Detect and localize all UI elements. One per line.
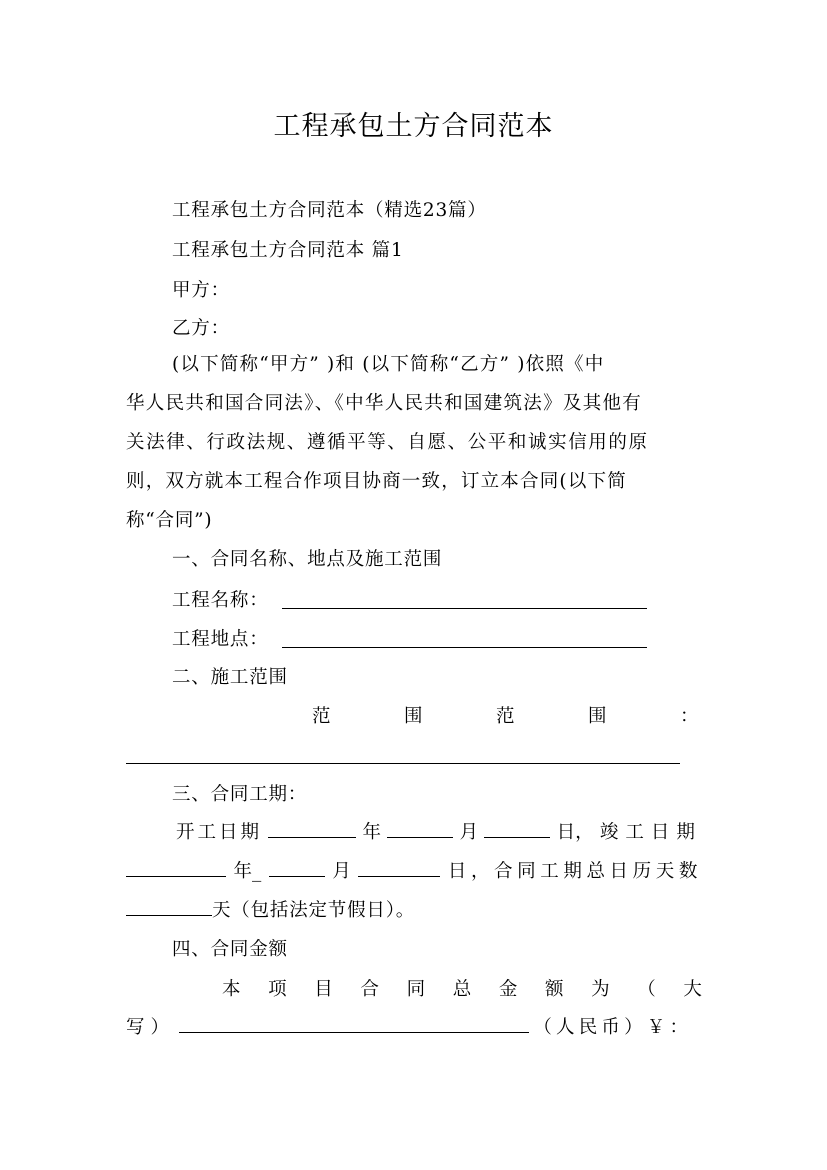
amount-char: 为 — [591, 979, 610, 1000]
day-text: 日， — [556, 822, 594, 843]
end-year-blank — [126, 875, 226, 877]
section4-heading: 四、合同金额 — [172, 939, 288, 960]
year-text: 年_ — [233, 861, 262, 882]
schedule-line-1 — [176, 824, 702, 843]
amount-char: 目 — [314, 979, 333, 1000]
amount-char: 大 — [683, 979, 702, 1000]
amount-char: （ — [533, 1017, 552, 1038]
amount-line-1 — [222, 981, 702, 1000]
section3-heading: 三、合同工期： — [172, 784, 308, 805]
section1-heading: 一、合同名称、地点及施工范围 — [172, 549, 443, 570]
end-day-blank — [358, 875, 440, 877]
intro-line: 称“合同”) — [126, 510, 213, 531]
amount-char: ： — [669, 1017, 688, 1038]
intro-line: 华人民共和国合同法》、《中华人民共和国建筑法》及其他有 — [126, 393, 643, 414]
project-site-label: 工程地点： — [172, 629, 269, 650]
amount-char: 人 — [556, 1017, 575, 1038]
month-text: 月 — [332, 861, 351, 882]
scope-blank — [126, 763, 680, 764]
amount-char: 币 — [601, 1017, 620, 1038]
scope-char: ： — [680, 706, 700, 727]
intro-line: 关法律、行政法规、遵循平等、自愿、公平和诚实信用的原 — [126, 432, 649, 453]
scope-char: 围 — [588, 706, 608, 727]
amount-char: （ — [637, 979, 656, 1000]
total-days-blank — [126, 914, 212, 916]
scope-char: 围 — [404, 706, 424, 727]
schedule-line-2 — [126, 863, 702, 882]
start-day-blank — [484, 836, 550, 838]
amount-char: 金 — [498, 979, 518, 1000]
end-date-label: 竣工日期 — [599, 822, 702, 843]
scope-char: 范 — [312, 706, 332, 727]
amount-char: 民 — [578, 1017, 598, 1038]
amount-char: 合 — [360, 979, 379, 1000]
end-month-blank — [269, 875, 325, 877]
amount-char: ） — [624, 1017, 643, 1038]
month-text: 月 — [459, 822, 479, 843]
amount-char: 同 — [406, 979, 426, 1000]
days-text: 天（包括法定节假日）。 — [212, 900, 416, 921]
amount-char: 总 — [452, 979, 472, 1000]
project-name-label: 工程名称： — [172, 590, 269, 611]
section2-heading: 二、施工范围 — [172, 667, 288, 688]
start-month-blank — [387, 836, 453, 838]
party-a-label: 甲方： — [172, 280, 230, 301]
project-name-blank — [282, 608, 647, 609]
yuan-sign: ￥ — [646, 1017, 666, 1038]
intro-line: (以下简称“甲方” )和 (以下简称“乙方” )依照《中 — [172, 354, 605, 375]
start-year-blank — [268, 836, 356, 838]
year-text: 年 — [362, 822, 382, 843]
total-days-text: 日，合同工期总日历天数 — [447, 861, 702, 882]
scope-char: 范 — [496, 706, 516, 727]
amount-line-2 — [126, 1019, 688, 1038]
amount-char: 额 — [544, 979, 564, 1000]
chapter-heading: 工程承包土方合同范本 篇1 — [172, 240, 404, 261]
party-b-label: 乙方： — [172, 318, 230, 339]
document-subtitle: 工程承包土方合同范本（精选23篇） — [172, 200, 487, 221]
amount-char: 项 — [268, 979, 287, 1000]
amount-words-blank — [179, 1031, 529, 1033]
document-title: 工程承包土方合同范本 — [273, 111, 554, 142]
project-site-blank — [282, 647, 647, 648]
intro-line: 则，双方就本工程合作项目协商一致，订立本合同(以下简 — [126, 471, 627, 492]
schedule-line-3 — [126, 902, 415, 921]
start-date-label: 开工日期 — [176, 822, 263, 843]
amount-char: 本 — [222, 979, 241, 1000]
amount-write-label: 写） — [126, 1017, 176, 1038]
